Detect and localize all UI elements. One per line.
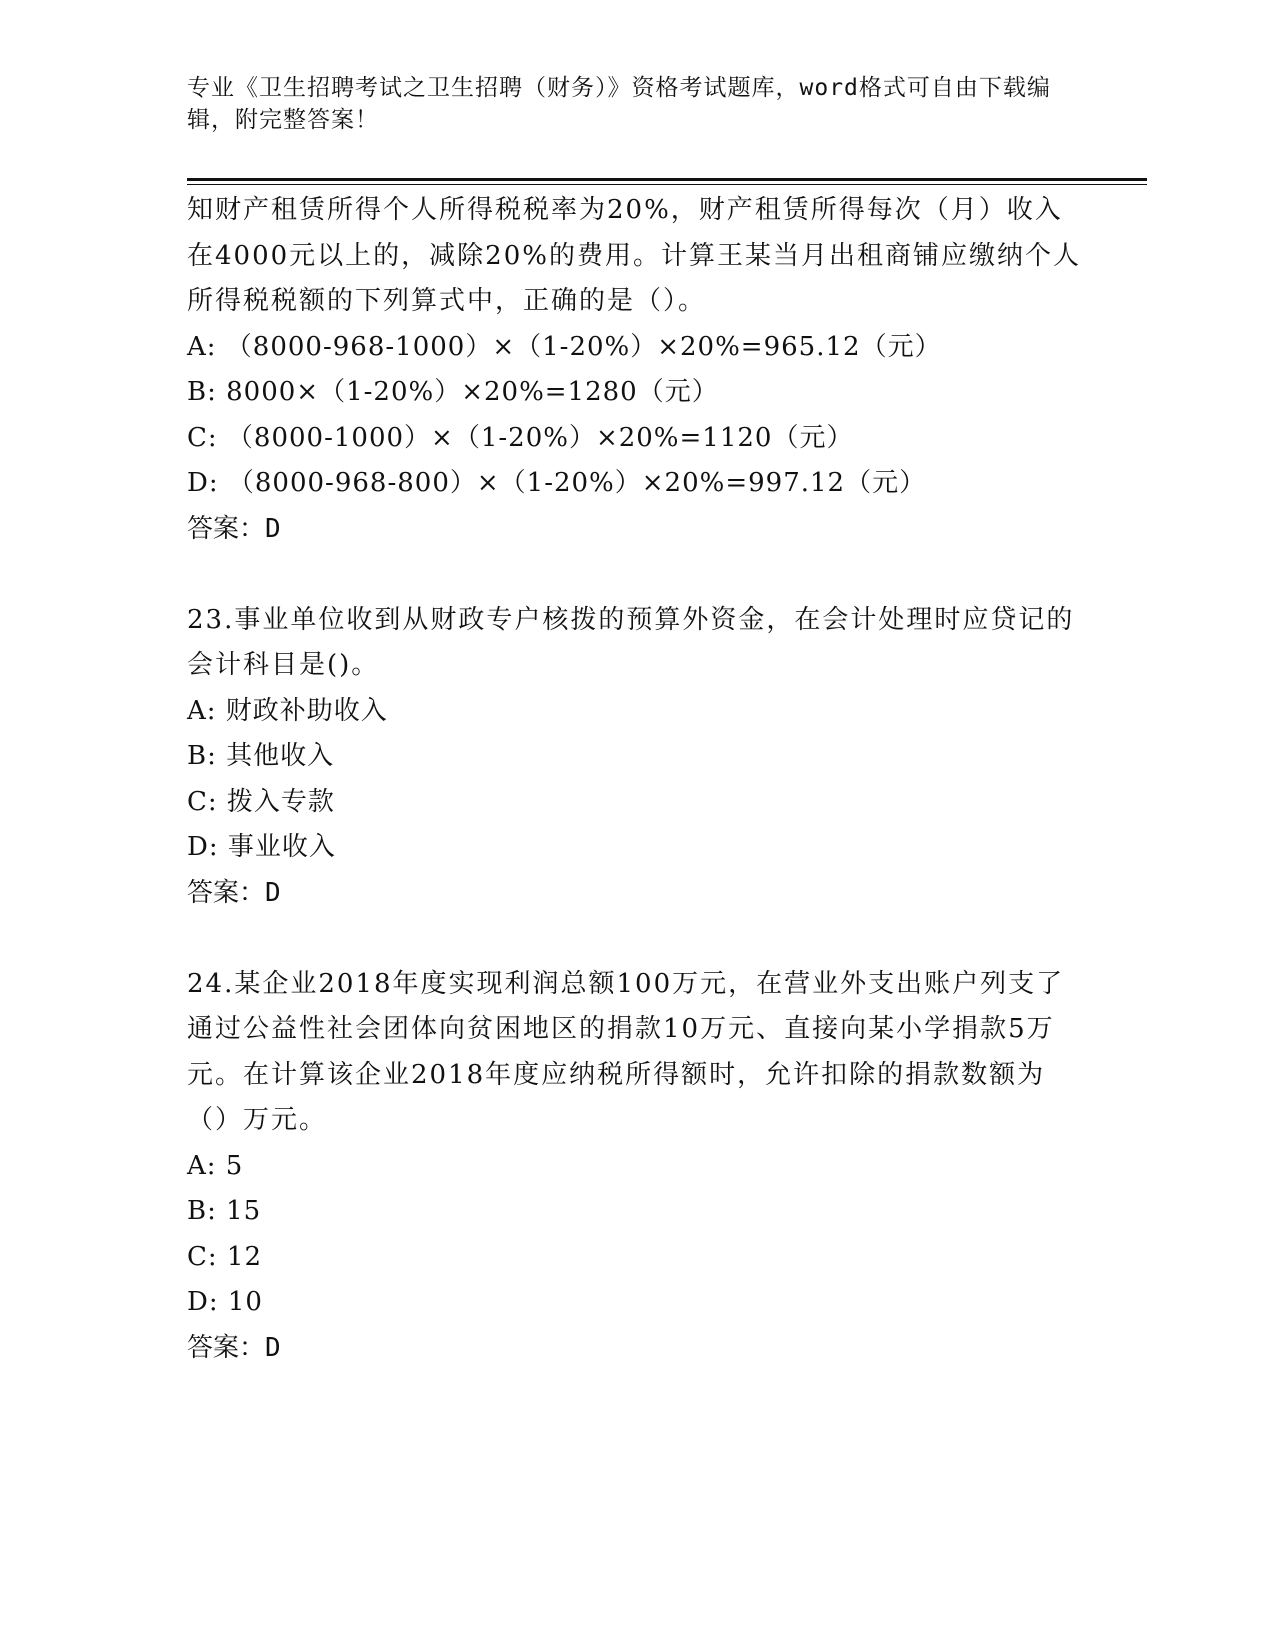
option-a: A: （8000-968-1000）×（1-20%）×20%=965.12（元） [187, 331, 942, 362]
option-a: A: 5 [187, 1150, 244, 1181]
question-22 [187, 188, 1087, 552]
option-d: D: （8000-968-800）×（1-20%）×20%=997.12（元） [187, 468, 927, 498]
spacer [187, 552, 1087, 598]
spacer [187, 916, 1087, 962]
question-24 [187, 962, 1087, 1372]
question-23 [187, 598, 1087, 917]
question-list [187, 188, 1087, 1371]
question-stem: 24.某企业2018年度实现利润总额100万元，在营业外支出账户列支了通过公益性社会团体向贫困地区的捐款10万元、直接向某小学捐款5万元。在计算该企业2018年度应纳税所得额时，允许扣除的捐款数额为（）万元。 [187, 968, 1065, 1135]
question-stem: 23.事业单位收到从财政专户核拨的预算外资金，在会计处理时应贷记的会计科目是()。 [187, 604, 1075, 680]
document-header: 专业《卫生招聘考试之卫生招聘（财务）》资格考试题库，word格式可自由下载编辑，附完整答案！ [187, 75, 1051, 133]
option-c: C: 拨入专款 [187, 786, 335, 817]
answer-line: 答案：D [187, 1332, 281, 1363]
option-c: C: （8000-1000）×（1-20%）×20%=1120（元） [187, 422, 854, 453]
option-b: B: 其他收入 [187, 741, 335, 771]
answer-line: 答案：D [187, 877, 281, 908]
option-a: A: 财政补助收入 [187, 695, 388, 726]
option-b: B: 8000×（1-20%）×20%=1280（元） [187, 377, 719, 407]
header-rule-thin [187, 184, 1147, 185]
option-b: B: 15 [187, 1196, 262, 1226]
option-d: D: 10 [187, 1287, 263, 1317]
option-d: D: 事业收入 [187, 832, 336, 862]
option-c: C: 12 [187, 1241, 263, 1272]
header-rule-thick [187, 178, 1147, 181]
question-stem: 知财产租赁所得个人所得税税率为20%，财产租赁所得每次（月）收入在4000元以上的，减除20%的费用。计算王某当月出租商铺应缴纳个人所得税税额的下列算式中，正确的是（）。 [187, 195, 1081, 316]
answer-line: 答案：D [187, 513, 281, 544]
